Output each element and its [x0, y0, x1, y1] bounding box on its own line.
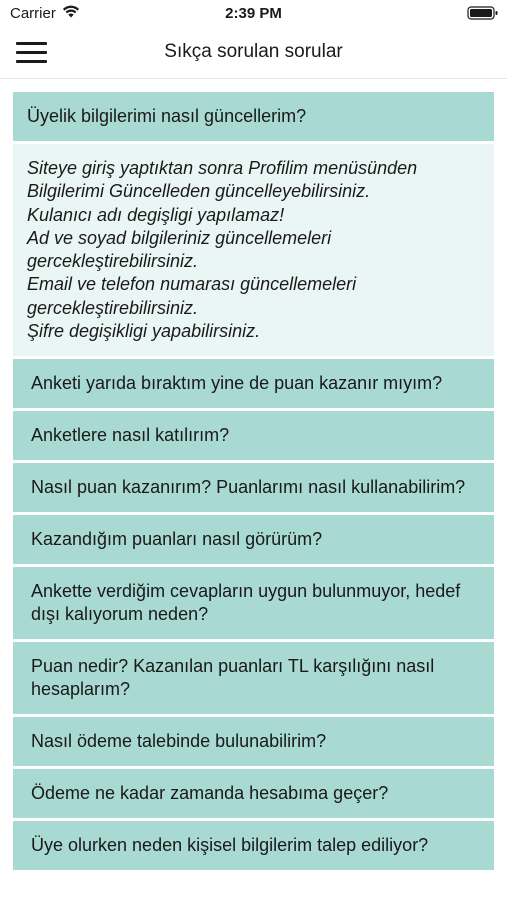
- faq-item[interactable]: [13, 411, 494, 460]
- faq-list: [13, 92, 494, 873]
- faq-item[interactable]: [13, 359, 494, 408]
- answer-line: Ad ve soyad bilgileriniz güncellemeleri: [27, 227, 332, 248]
- faq-item[interactable]: [13, 463, 494, 512]
- faq-question: Üye olurken neden kişisel bilgilerim talep ediliyor?: [31, 835, 429, 856]
- page-title: Sıkça sorulan sorular: [164, 41, 343, 62]
- faq-item[interactable]: [13, 567, 494, 639]
- faq-item[interactable]: [13, 92, 494, 141]
- faq-item[interactable]: [13, 717, 494, 766]
- answer-line: Siteye giriş yaptıktan sonra Profilim menüsünden: [27, 158, 418, 178]
- faq-question: Kazandığım puanları nasıl görürüm?: [31, 529, 323, 550]
- faq-question: Puan nedir? Kazanılan puanları TL karşılığını nasıl hesaplarım?: [31, 656, 435, 700]
- navigation-bar: [0, 28, 507, 79]
- faq-question: Nasıl ödeme talebinde bulunabilirim?: [31, 731, 327, 752]
- answer-line: gercekleştirebilirsiniz.: [27, 297, 199, 318]
- faq-answer: [13, 144, 494, 356]
- status-bar: [0, 0, 507, 28]
- faq-item[interactable]: [13, 515, 494, 564]
- answer-line: gercekleştirebilirsiniz.: [27, 251, 199, 272]
- answer-line: Bilgilerimi Güncelleden güncelleyebilirsiniz.: [27, 181, 371, 202]
- faq-question: Ödeme ne kadar zamanda hesabıma geçer?: [31, 783, 389, 804]
- answer-line: Email ve telefon numarası güncellemeleri: [27, 274, 357, 295]
- status-time: 2:39 PM: [225, 5, 282, 22]
- faq-question: Ankette verdiğim cevapların uygun bulunmuyor, hedef dışı kalıyorum neden?: [31, 581, 461, 625]
- faq-question: Nasıl puan kazanırım? Puanlarımı nasıl kullanabilirim?: [31, 477, 466, 498]
- faq-question: Anketlere nasıl katılırım?: [31, 425, 230, 446]
- answer-line: Kulanıcı adı degişligi yapılamaz!: [27, 204, 285, 225]
- faq-item[interactable]: [13, 821, 494, 870]
- faq-item[interactable]: [13, 642, 494, 714]
- faq-item[interactable]: [13, 769, 494, 818]
- answer-line: Şifre degişikligi yapabilirsiniz.: [27, 321, 261, 342]
- battery-icon: [467, 5, 499, 23]
- faq-question: Üyelik bilgilerimi nasıl güncellerim?: [27, 106, 307, 126]
- carrier-label: Carrier: [10, 5, 56, 22]
- faq-question: Anketi yarıda bıraktım yine de puan kazanır mıyım?: [31, 373, 443, 394]
